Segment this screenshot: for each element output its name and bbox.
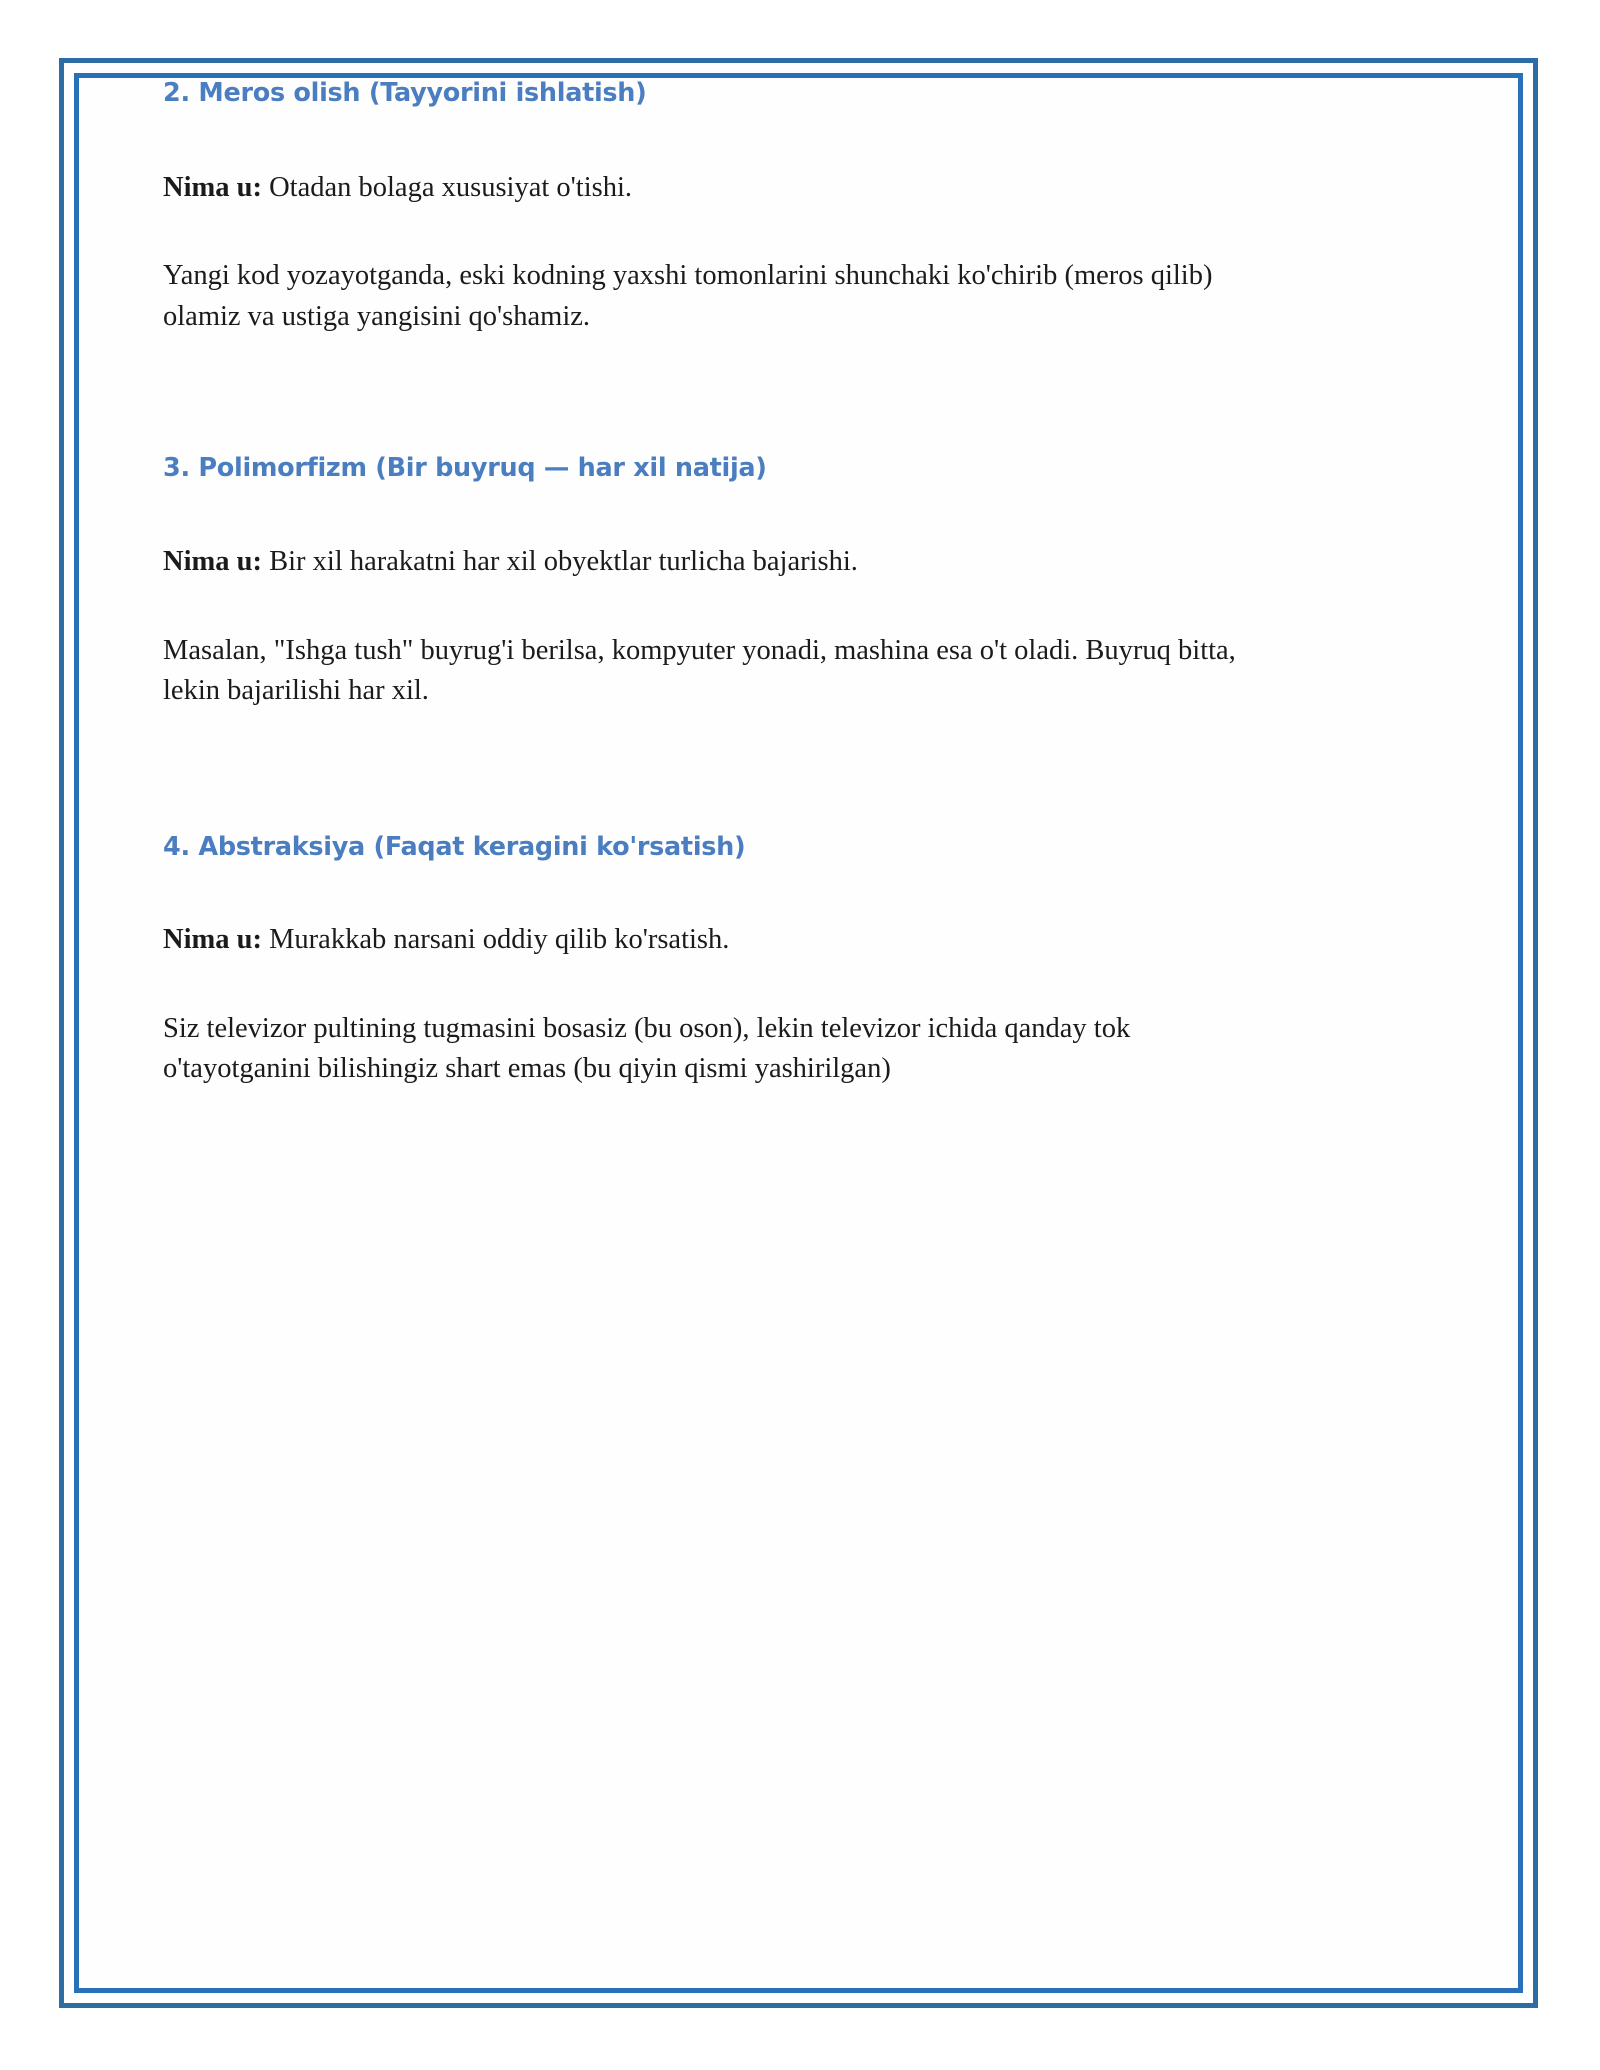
- document-content: [163, 78, 1283, 1090]
- section-body-polimorfizm: Masalan, "Ishga tush" buyrug'i berilsa, kompyuter yonadi, mashina esa o't oladi. Buyruq bitta, lekin bajarilishi har xil.: [163, 634, 1236, 707]
- definition-text: Murakkab narsani oddiy qilib ko'rsatish.: [261, 924, 730, 956]
- definition-label: Nima u:: [163, 171, 262, 203]
- definition-label: Nima u:: [163, 924, 262, 956]
- section-heading-meros-olish: 2. Meros olish (Tayyorini ishlatish): [163, 78, 647, 108]
- section-definition-abstraksiya: [163, 920, 1283, 960]
- section-heading-polimorfizm: 3. Polimorfizm (Bir buyruq — har xil natija): [163, 453, 767, 484]
- section-definition-polimorfizm: [163, 542, 1283, 582]
- section-heading-abstraksiya: 4. Abstraksiya (Faqat keragini ko'rsatish): [163, 831, 746, 862]
- definition-text: Bir xil harakatni har xil obyektlar turlicha bajarishi.: [261, 546, 858, 578]
- definition-text: Otadan bolaga xususiyat o'tishi.: [261, 171, 633, 203]
- definition-label: Nima u:: [163, 546, 262, 578]
- section-body-meros-olish: Yangi kod yozayotganda, eski kodning yaxshi tomonlarini shunchaki ko'chirib (meros qilib) olamiz va ustiga yangisini qo'shamiz.: [163, 260, 1213, 332]
- section-definition-meros-olish: [163, 168, 1283, 208]
- section-body-abstraksiya: Siz televizor pultining tugmasini bosasiz (bu oson), lekin televizor ichida qanday tok o'tayotganini bilishingiz shart emas (bu qiyin qismi yashirilgan): [163, 1012, 1131, 1085]
